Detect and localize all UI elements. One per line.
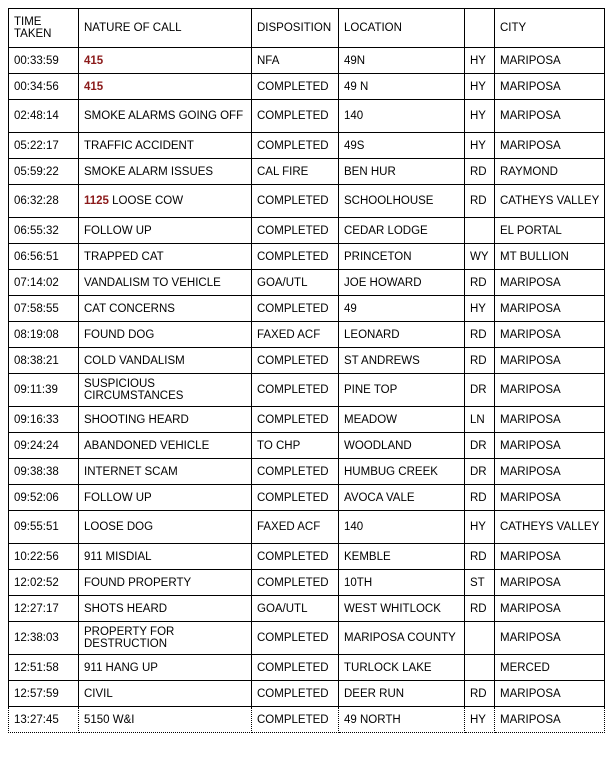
location-cell: WOODLAND: [339, 433, 465, 459]
location-cell: MEADOW: [339, 407, 465, 433]
time-cell: 06:32:28: [9, 185, 79, 218]
header-location: LOCATION: [339, 9, 465, 48]
nature-text: LOOSE COW: [108, 195, 184, 207]
nature-text: FOLLOW UP: [84, 491, 152, 504]
time-cell: 08:19:08: [9, 322, 79, 348]
table-row: [9, 159, 605, 185]
disposition-cell: COMPLETED: [252, 681, 339, 707]
nature-text: SMOKE ALARM ISSUES: [84, 165, 214, 178]
city-cell: MARIPOSA: [495, 270, 605, 296]
disposition-cell: NFA: [252, 48, 339, 74]
suffix-cell: RD: [465, 159, 495, 185]
suffix-cell: RD: [465, 348, 495, 374]
location-cell: CEDAR LODGE: [339, 218, 465, 244]
nature-cell: [79, 100, 252, 133]
nature-cell: [79, 433, 252, 459]
city-cell: MARIPOSA: [495, 707, 605, 733]
disposition-cell: COMPLETED: [252, 100, 339, 133]
location-cell: SCHOOLHOUSE: [339, 185, 465, 218]
location-cell: ST ANDREWS: [339, 348, 465, 374]
time-cell: 09:24:24: [9, 433, 79, 459]
disposition-cell: COMPLETED: [252, 485, 339, 511]
nature-text: 911 HANG UP: [84, 661, 158, 674]
time-cell: 09:38:38: [9, 459, 79, 485]
time-cell: 10:22:56: [9, 544, 79, 570]
nature-cell: [79, 622, 252, 655]
time-cell: 00:34:56: [9, 74, 79, 100]
suffix-cell: RD: [465, 270, 495, 296]
location-cell: PINE TOP: [339, 374, 465, 407]
table-row: [9, 244, 605, 270]
disposition-cell: COMPLETED: [252, 707, 339, 733]
location-cell: 140: [339, 100, 465, 133]
table-row: [9, 74, 605, 100]
nature-text: 5150 W&I: [84, 713, 135, 726]
city-cell: MARIPOSA: [495, 544, 605, 570]
city-cell: MARIPOSA: [495, 296, 605, 322]
nature-cell: [79, 296, 252, 322]
nature-text: SHOOTING HEARD: [84, 413, 189, 426]
nature-text: VANDALISM TO VEHICLE: [84, 276, 221, 289]
table-row: [9, 48, 605, 74]
table-row: [9, 544, 605, 570]
location-cell: WEST WHITLOCK: [339, 596, 465, 622]
table-row: [9, 433, 605, 459]
table-row: [9, 681, 605, 707]
city-cell: MERCED: [495, 655, 605, 681]
time-cell: 07:14:02: [9, 270, 79, 296]
time-cell: 08:38:21: [9, 348, 79, 374]
disposition-cell: FAXED ACF: [252, 511, 339, 544]
city-cell: MARIPOSA: [495, 596, 605, 622]
nature-text: PROPERTY FOR DESTRUCTION: [84, 626, 178, 650]
table-row: [9, 407, 605, 433]
call-log: [8, 8, 605, 733]
disposition-cell: COMPLETED: [252, 348, 339, 374]
table-row: [9, 596, 605, 622]
location-cell: 49S: [339, 133, 465, 159]
nature-cell: [79, 48, 252, 74]
location-cell: JOE HOWARD: [339, 270, 465, 296]
header-time-line-1: TIME: [14, 16, 42, 28]
suffix-cell: [465, 218, 495, 244]
nature-cell: [79, 511, 252, 544]
time-cell: 13:27:45: [9, 707, 79, 733]
header-row: [9, 9, 605, 48]
time-cell: 12:27:17: [9, 596, 79, 622]
disposition-cell: COMPLETED: [252, 296, 339, 322]
city-cell: MARIPOSA: [495, 74, 605, 100]
table-row: [9, 348, 605, 374]
disposition-cell: COMPLETED: [252, 185, 339, 218]
time-cell: 12:02:52: [9, 570, 79, 596]
location-cell: AVOCA VALE: [339, 485, 465, 511]
location-cell: 49 N: [339, 74, 465, 100]
call-log-table: [8, 8, 605, 733]
city-cell: CATHEYS VALLEY: [495, 511, 605, 544]
disposition-cell: COMPLETED: [252, 244, 339, 270]
location-cell: 49: [339, 296, 465, 322]
table-row: [9, 185, 605, 218]
suffix-cell: HY: [465, 707, 495, 733]
disposition-cell: FAXED ACF: [252, 322, 339, 348]
location-cell: TURLOCK LAKE: [339, 655, 465, 681]
disposition-cell: COMPLETED: [252, 570, 339, 596]
nature-cell: [79, 681, 252, 707]
table-row: [9, 570, 605, 596]
suffix-cell: [465, 655, 495, 681]
location-cell: 49N: [339, 48, 465, 74]
nature-cell: [79, 244, 252, 270]
nature-text: FOUND PROPERTY: [84, 576, 192, 589]
nature-cell: [79, 655, 252, 681]
time-cell: 12:57:59: [9, 681, 79, 707]
suffix-cell: [465, 622, 495, 655]
header-disposition: DISPOSITION: [252, 9, 339, 48]
table-row: [9, 511, 605, 544]
disposition-cell: COMPLETED: [252, 655, 339, 681]
nature-cell: [79, 159, 252, 185]
table-row: [9, 270, 605, 296]
suffix-cell: HY: [465, 511, 495, 544]
suffix-cell: HY: [465, 100, 495, 133]
time-cell: 09:52:06: [9, 485, 79, 511]
city-cell: MARIPOSA: [495, 570, 605, 596]
location-cell: 49 NORTH: [339, 707, 465, 733]
disposition-cell: TO CHP: [252, 433, 339, 459]
location-cell: 140: [339, 511, 465, 544]
disposition-cell: COMPLETED: [252, 74, 339, 100]
nature-text: ABANDONED VEHICLE: [84, 439, 210, 452]
time-cell: 02:48:14: [9, 100, 79, 133]
nature-text: TRAPPED CAT: [84, 250, 164, 263]
nature-text: CAT CONCERNS: [84, 302, 175, 315]
nature-cell: [79, 407, 252, 433]
suffix-cell: RD: [465, 596, 495, 622]
city-cell: MT BULLION: [495, 244, 605, 270]
city-cell: CATHEYS VALLEY: [495, 185, 605, 218]
nature-cell: [79, 322, 252, 348]
city-cell: MARIPOSA: [495, 322, 605, 348]
location-cell: PRINCETON: [339, 244, 465, 270]
call-code: 415: [84, 80, 104, 93]
nature-cell: [79, 133, 252, 159]
table-row: [9, 322, 605, 348]
nature-cell: [79, 348, 252, 374]
table-row: [9, 707, 605, 733]
suffix-cell: DR: [465, 459, 495, 485]
nature-text: FOLLOW UP: [84, 224, 152, 237]
time-cell: 12:51:58: [9, 655, 79, 681]
suffix-cell: RD: [465, 544, 495, 570]
suffix-cell: RD: [465, 681, 495, 707]
city-cell: MARIPOSA: [495, 374, 605, 407]
location-cell: DEER RUN: [339, 681, 465, 707]
header-time-taken: [9, 9, 79, 48]
nature-cell: [79, 74, 252, 100]
header-nature-of-call: NATURE OF CALL: [79, 9, 252, 48]
city-cell: MARIPOSA: [495, 433, 605, 459]
nature-cell: [79, 544, 252, 570]
location-cell: KEMBLE: [339, 544, 465, 570]
disposition-cell: COMPLETED: [252, 407, 339, 433]
nature-cell: [79, 707, 252, 733]
suffix-cell: HY: [465, 133, 495, 159]
header-suffix: [465, 9, 495, 48]
nature-text: SMOKE ALARMS GOING OFF: [84, 110, 244, 122]
table-row: [9, 459, 605, 485]
call-code: 415: [84, 54, 104, 67]
time-cell: 07:58:55: [9, 296, 79, 322]
city-cell: MARIPOSA: [495, 459, 605, 485]
time-cell: 05:22:17: [9, 133, 79, 159]
nature-text: TRAFFIC ACCIDENT: [84, 139, 194, 152]
suffix-cell: RD: [465, 485, 495, 511]
location-cell: BEN HUR: [339, 159, 465, 185]
suffix-cell: DR: [465, 433, 495, 459]
header-time-line-2: TAKEN: [14, 28, 52, 40]
city-cell: EL PORTAL: [495, 218, 605, 244]
time-cell: 09:11:39: [9, 374, 79, 407]
suffix-cell: LN: [465, 407, 495, 433]
location-cell: LEONARD: [339, 322, 465, 348]
nature-text: LOOSE DOG: [84, 521, 154, 533]
disposition-cell: COMPLETED: [252, 459, 339, 485]
disposition-cell: COMPLETED: [252, 622, 339, 655]
table-row: [9, 485, 605, 511]
city-cell: MARIPOSA: [495, 100, 605, 133]
time-cell: 05:59:22: [9, 159, 79, 185]
table-row: [9, 655, 605, 681]
disposition-cell: COMPLETED: [252, 218, 339, 244]
nature-cell: [79, 270, 252, 296]
nature-text: FOUND DOG: [84, 328, 155, 341]
location-cell: MARIPOSA COUNTY: [339, 622, 465, 655]
table-row: [9, 374, 605, 407]
nature-cell: [79, 459, 252, 485]
city-cell: MARIPOSA: [495, 681, 605, 707]
city-cell: RAYMOND: [495, 159, 605, 185]
disposition-cell: COMPLETED: [252, 544, 339, 570]
disposition-cell: COMPLETED: [252, 133, 339, 159]
time-cell: 09:55:51: [9, 511, 79, 544]
disposition-cell: GOA/UTL: [252, 596, 339, 622]
nature-cell: [79, 218, 252, 244]
nature-text: CIVIL: [84, 687, 113, 700]
nature-text: SHOTS HEARD: [84, 602, 168, 615]
city-cell: MARIPOSA: [495, 348, 605, 374]
suffix-cell: HY: [465, 296, 495, 322]
table-row: [9, 100, 605, 133]
suffix-cell: DR: [465, 374, 495, 407]
suffix-cell: RD: [465, 185, 495, 218]
nature-cell: [79, 596, 252, 622]
suffix-cell: ST: [465, 570, 495, 596]
time-cell: 00:33:59: [9, 48, 79, 74]
nature-text: INTERNET SCAM: [84, 465, 178, 478]
nature-text: COLD VANDALISM: [84, 354, 185, 367]
time-cell: 06:56:51: [9, 244, 79, 270]
nature-cell: [79, 485, 252, 511]
table-row: [9, 133, 605, 159]
suffix-cell: HY: [465, 74, 495, 100]
disposition-cell: GOA/UTL: [252, 270, 339, 296]
nature-text: 911 MISDIAL: [84, 550, 152, 563]
table-row: [9, 622, 605, 655]
city-cell: MARIPOSA: [495, 485, 605, 511]
time-cell: 09:16:33: [9, 407, 79, 433]
location-cell: HUMBUG CREEK: [339, 459, 465, 485]
time-cell: 12:38:03: [9, 622, 79, 655]
call-code: 1125: [84, 195, 109, 207]
suffix-cell: HY: [465, 48, 495, 74]
city-cell: MARIPOSA: [495, 133, 605, 159]
nature-cell: [79, 570, 252, 596]
suffix-cell: WY: [465, 244, 495, 270]
suffix-cell: RD: [465, 322, 495, 348]
nature-cell: [79, 374, 252, 407]
location-cell: 10TH: [339, 570, 465, 596]
table-row: [9, 218, 605, 244]
disposition-cell: CAL FIRE: [252, 159, 339, 185]
table-row: [9, 296, 605, 322]
nature-cell: [79, 185, 252, 218]
header-city: CITY: [495, 9, 605, 48]
city-cell: MARIPOSA: [495, 48, 605, 74]
city-cell: MARIPOSA: [495, 622, 605, 655]
time-cell: 06:55:32: [9, 218, 79, 244]
city-cell: MARIPOSA: [495, 407, 605, 433]
disposition-cell: COMPLETED: [252, 374, 339, 407]
nature-text: SUSPICIOUS CIRCUMSTANCES: [84, 378, 184, 402]
